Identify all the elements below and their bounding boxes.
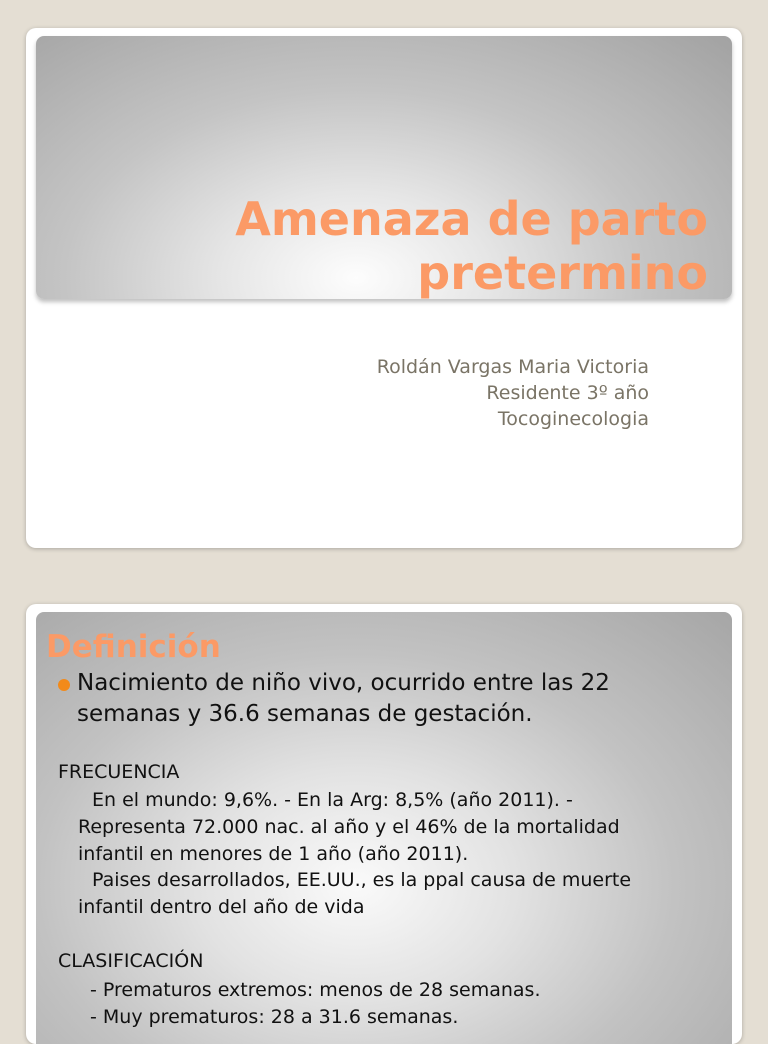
frecuencia-p2-line-2: infantil dentro del año de vida [78, 896, 365, 918]
slide-title-line-2: pretermino [417, 246, 708, 300]
definition-bullet [58, 668, 698, 730]
frecuencia-p1-line-1: En el mundo: 9,6%. - En la Arg: 8,5% (año 2011). - [92, 789, 573, 811]
clasificacion-title: CLASIFICACIÓN [58, 950, 204, 972]
slide-title-line-1: Amenaza de parto [235, 192, 708, 246]
frecuencia-p2-line-1: Paises desarrollados, EE.UU., es la ppal causa de muerte [92, 869, 632, 891]
title-slide [26, 28, 742, 548]
definition-text: Nacimiento de niño vivo, ocurrido entre las 22 semanas y 36.6 semanas de gestación. [77, 670, 610, 727]
frecuencia-paragraph-1 [78, 787, 718, 868]
author-department: Tocoginecologia [497, 408, 649, 430]
definition-slide [26, 604, 742, 1044]
bullet-dot-icon [58, 679, 70, 691]
clasificacion-item: - Muy prematuros: 28 a 31.6 semanas. [90, 1006, 459, 1028]
slide-subtitle [377, 354, 649, 432]
frecuencia-title: FRECUENCIA [58, 761, 180, 783]
author-name: Roldán Vargas Maria Victoria [376, 356, 649, 378]
frecuencia-p1-line-3: infantil en menores de 1 año (año 2011). [78, 843, 469, 865]
frecuencia-paragraph-2 [78, 867, 718, 921]
clasificacion-item: - Prematuros extremos: menos de 28 semanas. [90, 979, 541, 1001]
slide-title [235, 192, 708, 300]
author-role: Residente 3º año [486, 382, 649, 404]
frecuencia-p1-line-2: Representa 72.000 nac. al año y el 46% de la mortalidad [78, 816, 620, 838]
slide-heading: Definición [46, 629, 221, 665]
